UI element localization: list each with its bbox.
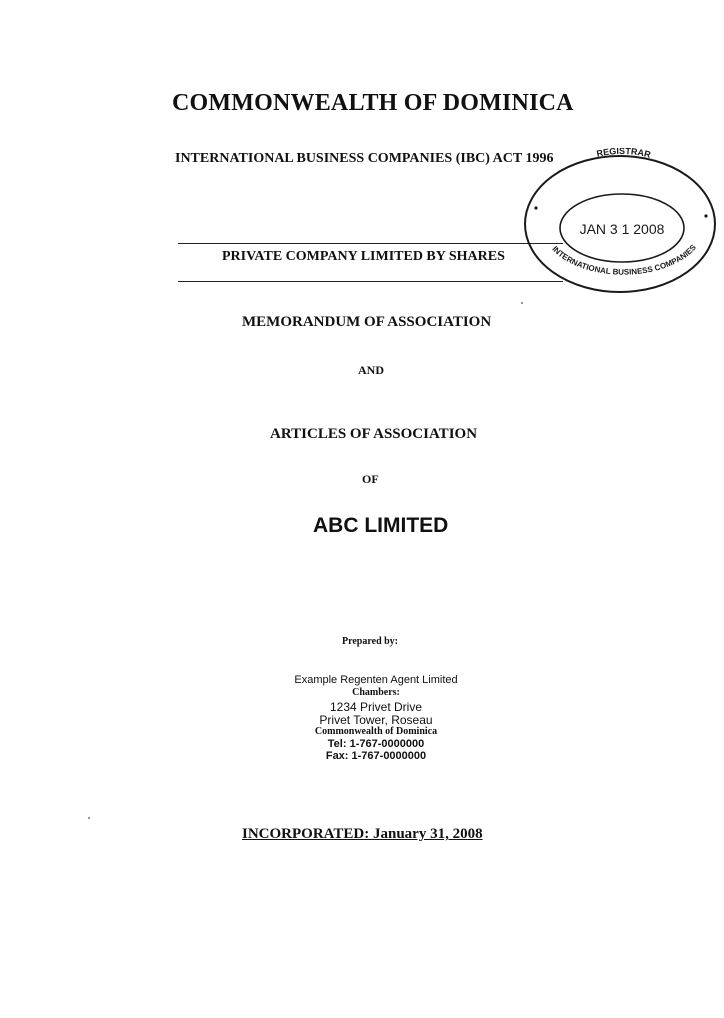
agent-name: Example Regenten Agent Limited <box>294 674 458 686</box>
act-heading: INTERNATIONAL BUSINESS COMPANIES (IBC) ACT 1996 <box>175 151 554 166</box>
top-divider <box>178 243 563 244</box>
memorandum-heading: MEMORANDUM OF ASSOCIATION <box>242 314 492 330</box>
bottom-divider <box>178 281 563 282</box>
chambers-label: Chambers: <box>352 687 400 698</box>
prepared-by-label: Prepared by: <box>342 636 399 647</box>
registrar-stamp <box>520 148 716 300</box>
stamp-bottom-text: INTERNATIONAL BUSINESS COMPANIES <box>550 242 698 277</box>
company-name: ABC LIMITED <box>313 514 449 537</box>
telephone: Tel: 1-767-0000000 <box>327 738 425 750</box>
articles-heading: ARTICLES OF ASSOCIATION <box>270 426 478 442</box>
stamp-dot-icon <box>534 206 537 209</box>
address-country: Commonwealth of Dominica <box>314 726 438 737</box>
address-street: 1234 Privet Drive <box>329 700 423 714</box>
address-tower: Privet Tower, Roseau <box>319 713 433 727</box>
incorporation-date: INCORPORATED: January 31, 2008 <box>242 826 483 842</box>
and-label: AND <box>358 363 384 377</box>
scan-speck <box>88 817 90 819</box>
stamp-date: JAN 3 1 2008 <box>579 221 665 237</box>
fax: Fax: 1-767-0000000 <box>325 750 427 762</box>
of-label: OF <box>362 472 379 486</box>
stamp-dot-icon <box>704 214 707 217</box>
page-title: COMMONWEALTH OF DOMINICA <box>172 90 574 116</box>
company-type-heading: PRIVATE COMPANY LIMITED BY SHARES <box>222 249 505 264</box>
scan-speck <box>521 302 523 304</box>
stamp-top-text: REGISTRAR <box>595 148 652 160</box>
